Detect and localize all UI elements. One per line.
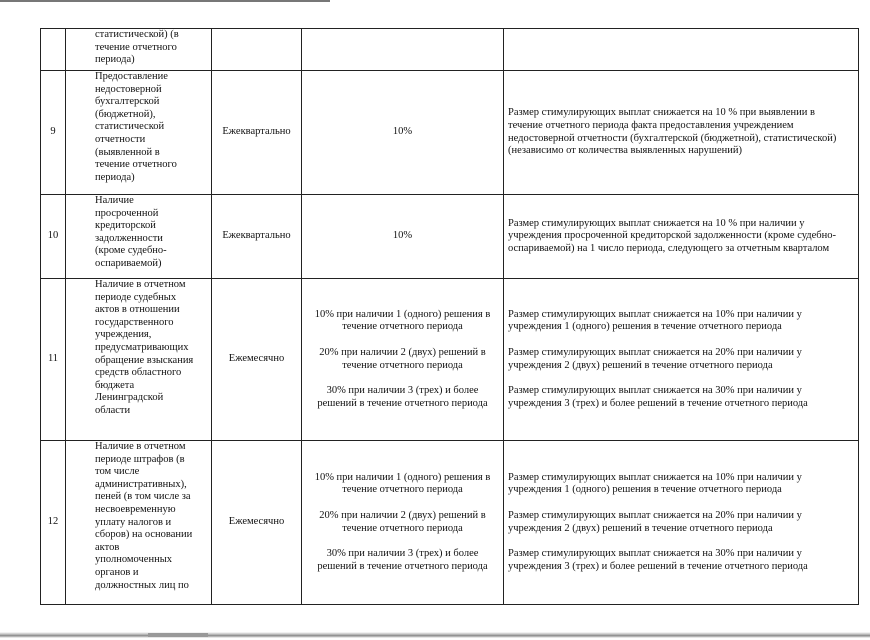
frequency-cell <box>212 29 302 71</box>
indicator-cell <box>66 195 212 279</box>
text-line: Размер стимулирующих выплат снижается на 10 % при наличии у <box>508 217 805 229</box>
text-line: 20% при наличии 2 (двух) решений в <box>319 509 486 521</box>
text-line: бухгалтерской <box>95 96 160 108</box>
text-line: 20% при наличии 2 (двух) решений в <box>319 346 486 358</box>
table-row <box>41 29 859 71</box>
text-line: 30% при наличии 3 (трех) и более <box>326 548 479 560</box>
table-row <box>41 279 859 441</box>
table-row <box>41 195 859 279</box>
paragraph <box>508 385 855 410</box>
scan-edge-bottom <box>0 632 870 638</box>
text-line: (выявленной в <box>95 146 160 158</box>
text-line: Размер стимулирующих выплат снижается на 10% при наличии у <box>508 308 802 320</box>
row-number: 11 <box>41 279 66 441</box>
indicator-cell <box>66 279 212 441</box>
text-line: учреждения, <box>95 329 152 341</box>
indicator-cell <box>66 71 212 195</box>
text-line: актов в отношении <box>95 304 180 316</box>
text-line: Размер стимулирующих выплат снижается на 10% при наличии у <box>508 471 802 483</box>
frequency-cell: Ежеквартально <box>212 195 302 279</box>
scan-artifact <box>148 633 208 637</box>
text-line: оспариваемой) <box>95 257 162 269</box>
text-line: статистической) (в <box>95 29 179 40</box>
text-line: статистической <box>95 121 165 133</box>
text-line: актов <box>95 541 120 553</box>
text-line: сборов) на основании <box>95 529 193 541</box>
table-row <box>41 71 859 195</box>
text-line: Предоставление <box>95 71 168 82</box>
text-line: Размер стимулирующих выплат снижается на 30% при наличии у <box>508 548 802 560</box>
value-cell <box>302 71 504 195</box>
text-line: (независимо от количества выявленных нарушений) <box>508 145 742 157</box>
text-line: Наличие <box>95 195 134 206</box>
text-line: уполномоченных <box>95 554 172 566</box>
text-line: области <box>95 404 131 416</box>
indicator-cell <box>66 29 212 71</box>
description-cell <box>504 279 859 441</box>
text-line: периода) <box>95 171 135 183</box>
text-line: Размер стимулирующих выплат снижается на 30% при наличии у <box>508 385 802 397</box>
text-line: учреждения 3 (трех) и более решений в течение отчетного периода <box>508 397 808 409</box>
paragraph <box>305 126 500 139</box>
text-line: Размер стимулирующих выплат снижается на 20% при наличии у <box>508 346 802 358</box>
paragraph <box>508 107 855 157</box>
text-line: Наличие в отчетном <box>95 279 186 290</box>
paragraph <box>305 230 500 243</box>
text-line: течение отчетного периода <box>342 484 463 496</box>
text-line: кредиторской <box>95 220 156 232</box>
text-line: должностных лиц по <box>95 579 189 591</box>
text-line: средств областного <box>95 367 182 379</box>
paragraph <box>305 385 500 410</box>
paragraph <box>305 510 500 535</box>
text-line: 10% при наличии 1 (одного) решения в <box>314 471 491 483</box>
table-row <box>41 441 859 605</box>
text-line: Ленинградской <box>95 392 164 404</box>
text-line: Размер стимулирующих выплат снижается на 20% при наличии у <box>508 509 802 521</box>
text-line: периода) <box>95 54 135 66</box>
value-cell <box>302 29 504 71</box>
text-line: течение отчетного <box>95 159 177 171</box>
frequency-cell: Ежеквартально <box>212 71 302 195</box>
text-line: учреждения 3 (трех) и более решений в течение отчетного периода <box>508 560 808 572</box>
text-line: уплату налогов и <box>95 516 172 528</box>
text-line: Размер стимулирующих выплат снижается на 10 % при выявлении в <box>508 107 815 119</box>
text-line: течение отчетного периода факта предоставления учреждением <box>508 119 794 131</box>
paragraph <box>305 472 500 497</box>
value-cell <box>302 441 504 605</box>
text-line: учреждения 2 (двух) решений в течение отчетного периода <box>508 359 773 371</box>
indicator-cell <box>66 441 212 605</box>
text-line: несвоевременную <box>95 503 176 515</box>
text-line: учреждения просроченной кредиторской задолженности (кроме судебно- <box>508 230 837 242</box>
paragraph <box>508 548 855 573</box>
text-line: оспариваемой) на 1 число периода, следующего за отчетным кварталом <box>508 242 830 254</box>
value-cell <box>302 195 504 279</box>
text-line: (бюджетной), <box>95 108 156 120</box>
paragraph <box>508 218 855 256</box>
paragraph <box>508 472 855 497</box>
row-number: 10 <box>41 195 66 279</box>
paragraph <box>508 309 855 334</box>
text-line: том числе <box>95 466 140 478</box>
text-line: государственного <box>95 316 174 328</box>
paragraph <box>305 548 500 573</box>
text-line: задолженности <box>95 232 163 244</box>
text-line: 10% <box>392 230 413 242</box>
text-line: бюджета <box>95 379 135 391</box>
text-line: периоде судебных <box>95 291 177 303</box>
text-line: учреждения 1 (одного) решения в течение отчетного периода <box>508 321 782 333</box>
text-line: недостоверной <box>95 83 162 95</box>
text-line: течение отчетного периода <box>342 522 463 534</box>
text-line: просроченной <box>95 207 159 219</box>
text-line: течение отчетного <box>95 41 177 53</box>
text-line: 10% при наличии 1 (одного) решения в <box>314 308 491 320</box>
frequency-cell: Ежемесячно <box>212 279 302 441</box>
paragraph <box>305 347 500 372</box>
text-line: административных), <box>95 478 187 490</box>
text-line: решений в течение отчетного периода <box>317 560 488 572</box>
text-line: обращение взыскания <box>95 354 194 366</box>
paragraph <box>508 510 855 535</box>
text-line: 10% <box>392 126 413 138</box>
description-cell <box>504 195 859 279</box>
description-cell <box>504 441 859 605</box>
row-number: 9 <box>41 71 66 195</box>
paragraph <box>305 309 500 334</box>
text-line: отчетности <box>95 133 146 145</box>
text-line: учреждения 2 (двух) решений в течение отчетного периода <box>508 522 773 534</box>
description-cell <box>504 29 859 71</box>
text-line: решений в течение отчетного периода <box>317 397 488 409</box>
paragraph <box>508 347 855 372</box>
row-number <box>41 29 66 71</box>
criteria-table <box>40 28 859 605</box>
text-line: Наличие в отчетном <box>95 441 186 452</box>
description-cell <box>504 71 859 195</box>
value-cell <box>302 279 504 441</box>
criteria-table-body <box>41 29 859 605</box>
text-line: пеней (в том числе за <box>95 491 191 503</box>
frequency-cell: Ежемесячно <box>212 441 302 605</box>
text-line: 30% при наличии 3 (трех) и более <box>326 385 479 397</box>
text-line: (кроме судебно- <box>95 245 167 257</box>
text-line: недостоверной отчетности (бухгалтерской (бюджетной), статистической) <box>508 132 837 144</box>
text-line: периоде штрафов (в <box>95 453 185 465</box>
text-line: течение отчетного периода <box>342 359 463 371</box>
text-line: учреждения 1 (одного) решения в течение отчетного периода <box>508 484 782 496</box>
row-number: 12 <box>41 441 66 605</box>
text-line: органов и <box>95 566 139 578</box>
scan-edge-top <box>0 0 330 2</box>
text-line: предусматривающих <box>95 341 189 353</box>
text-line: течение отчетного периода <box>342 321 463 333</box>
